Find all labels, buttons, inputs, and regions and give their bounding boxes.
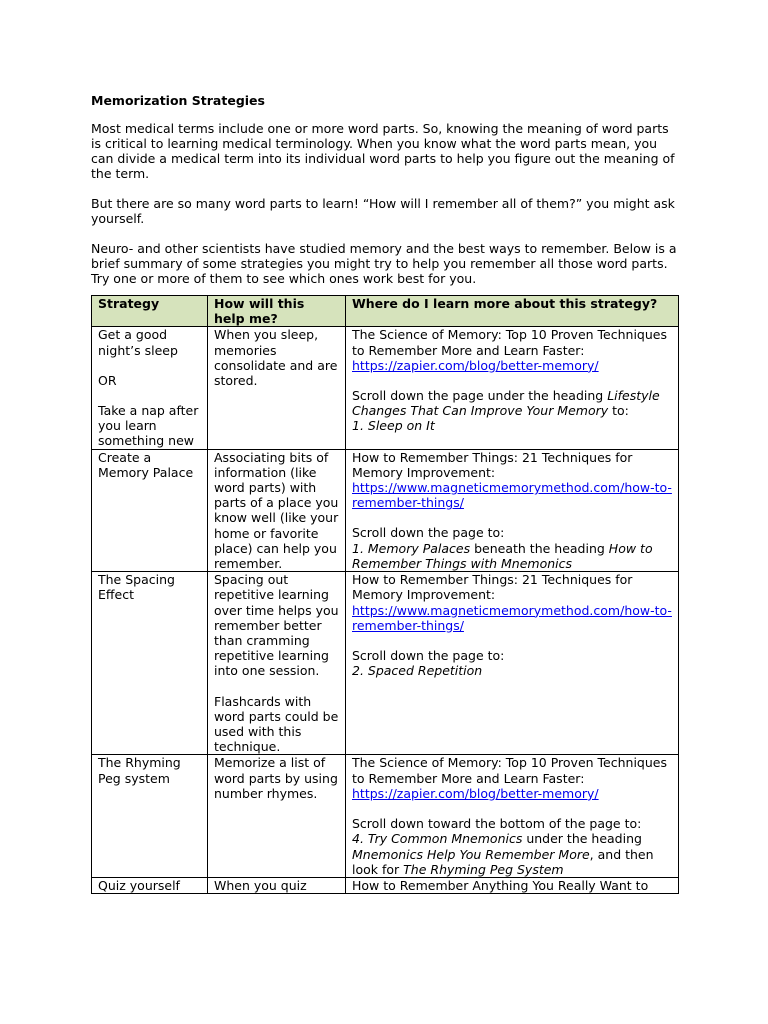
where-cell — [346, 572, 679, 755]
strategy-cell — [92, 327, 208, 449]
source-link[interactable]: https://zapier.com/blog/better-memory/ — [352, 357, 599, 373]
help-cell — [208, 572, 346, 755]
table-row — [92, 572, 679, 755]
source-title: The Science of Memory: Top 10 Proven Techniques to Remember More and Learn Faster: — [352, 327, 667, 358]
header-help: How will this help me? — [208, 296, 346, 327]
table-header-row — [92, 296, 679, 327]
document-title: Memorization Strategies — [91, 93, 265, 108]
source-link[interactable]: https://www.magneticmemorymethod.com/how-to-remember-things/ — [352, 480, 672, 511]
strategy-cell: Create a Memory Palace — [92, 449, 208, 572]
table-row — [92, 755, 679, 877]
help-cell: Associating bits of information (like word parts) with parts of a place you know well (like your home or favorite place) can help you remember. — [208, 449, 346, 572]
where-cell — [346, 449, 679, 572]
strategy-or: OR — [98, 372, 117, 388]
table-row — [92, 449, 679, 572]
source-title: The Science of Memory: Top 10 Proven Techniques to Remember More and Learn Faster: — [352, 755, 667, 786]
instruction-text: Scroll down the page to: — [352, 648, 505, 664]
strategy-text: Get a good night’s sleep — [98, 327, 178, 358]
help-cell: Memorize a list of word parts by using number rhymes. — [208, 755, 346, 877]
header-where: Where do I learn more about this strategy? — [346, 296, 679, 327]
where-cell — [346, 327, 679, 449]
where-cell: How to Remember Anything You Really Want to — [346, 877, 679, 893]
document-page — [91, 93, 681, 894]
help-cell: When you quiz — [208, 877, 346, 893]
instruction-text: Scroll down toward the bottom of the page to: — [352, 816, 642, 832]
strategy-cell: Quiz yourself — [92, 877, 208, 893]
source-link[interactable]: https://www.magneticmemorymethod.com/how-to-remember-things/ — [352, 602, 672, 633]
source-title: How to Remember Things: 21 Techniques for Memory Improvement: — [352, 572, 633, 603]
help-text: Spacing out repetitive learning over time helps you remember better than cramming repetitive learning into one session. — [214, 572, 339, 679]
help-cell: When you sleep, memories consolidate and are stored. — [208, 327, 346, 449]
strategy-text: Take a nap after you learn something new — [98, 403, 199, 449]
instruction-text: Scroll down the page to: — [352, 525, 505, 541]
where-cell — [346, 755, 679, 877]
source-title: How to Remember Things: 21 Techniques for Memory Improvement: — [352, 449, 633, 480]
section-item: 2. Spaced Repetition — [352, 663, 483, 679]
intro-paragraph-1: Most medical terms include one or more word parts. So, knowing the meaning of word parts is critical to learning medical terminology. When you know what the word parts mean, you can divide a medical term into its individual word parts to help you figure out the meaning of the term. — [91, 121, 675, 181]
table-row — [92, 327, 679, 449]
source-link[interactable]: https://zapier.com/blog/better-memory/ — [352, 785, 599, 801]
section-item: 1. Memory Palaces beneath the heading How to Remember Things with Mnemonics — [352, 540, 653, 571]
intro-paragraph-2: But there are so many word parts to learn! “How will I remember all of them?” you might ask yourself. — [91, 196, 675, 226]
help-text: Flashcards with word parts could be used with this technique. — [214, 693, 339, 755]
header-strategy: Strategy — [92, 296, 208, 327]
intro-paragraph-3: Neuro- and other scientists have studied memory and the best ways to remember. Below is a brief summary of some strategies you might try to help you remember all those word parts. Try one or more of them to see which ones work best for you. — [91, 241, 677, 286]
section-item: 4. Try Common Mnemonics under the heading Mnemonics Help You Remember More, and then look for The Rhyming Peg System — [352, 831, 654, 877]
instruction-text: Scroll down the page under the heading Lifestyle Changes That Can Improve Your Memory to: — [352, 388, 660, 419]
section-item: 1. Sleep on It — [352, 418, 435, 434]
strategies-table — [91, 295, 679, 894]
strategy-cell: The Rhyming Peg system — [92, 755, 208, 877]
table-row — [92, 877, 679, 893]
strategy-cell: The Spacing Effect — [92, 572, 208, 755]
